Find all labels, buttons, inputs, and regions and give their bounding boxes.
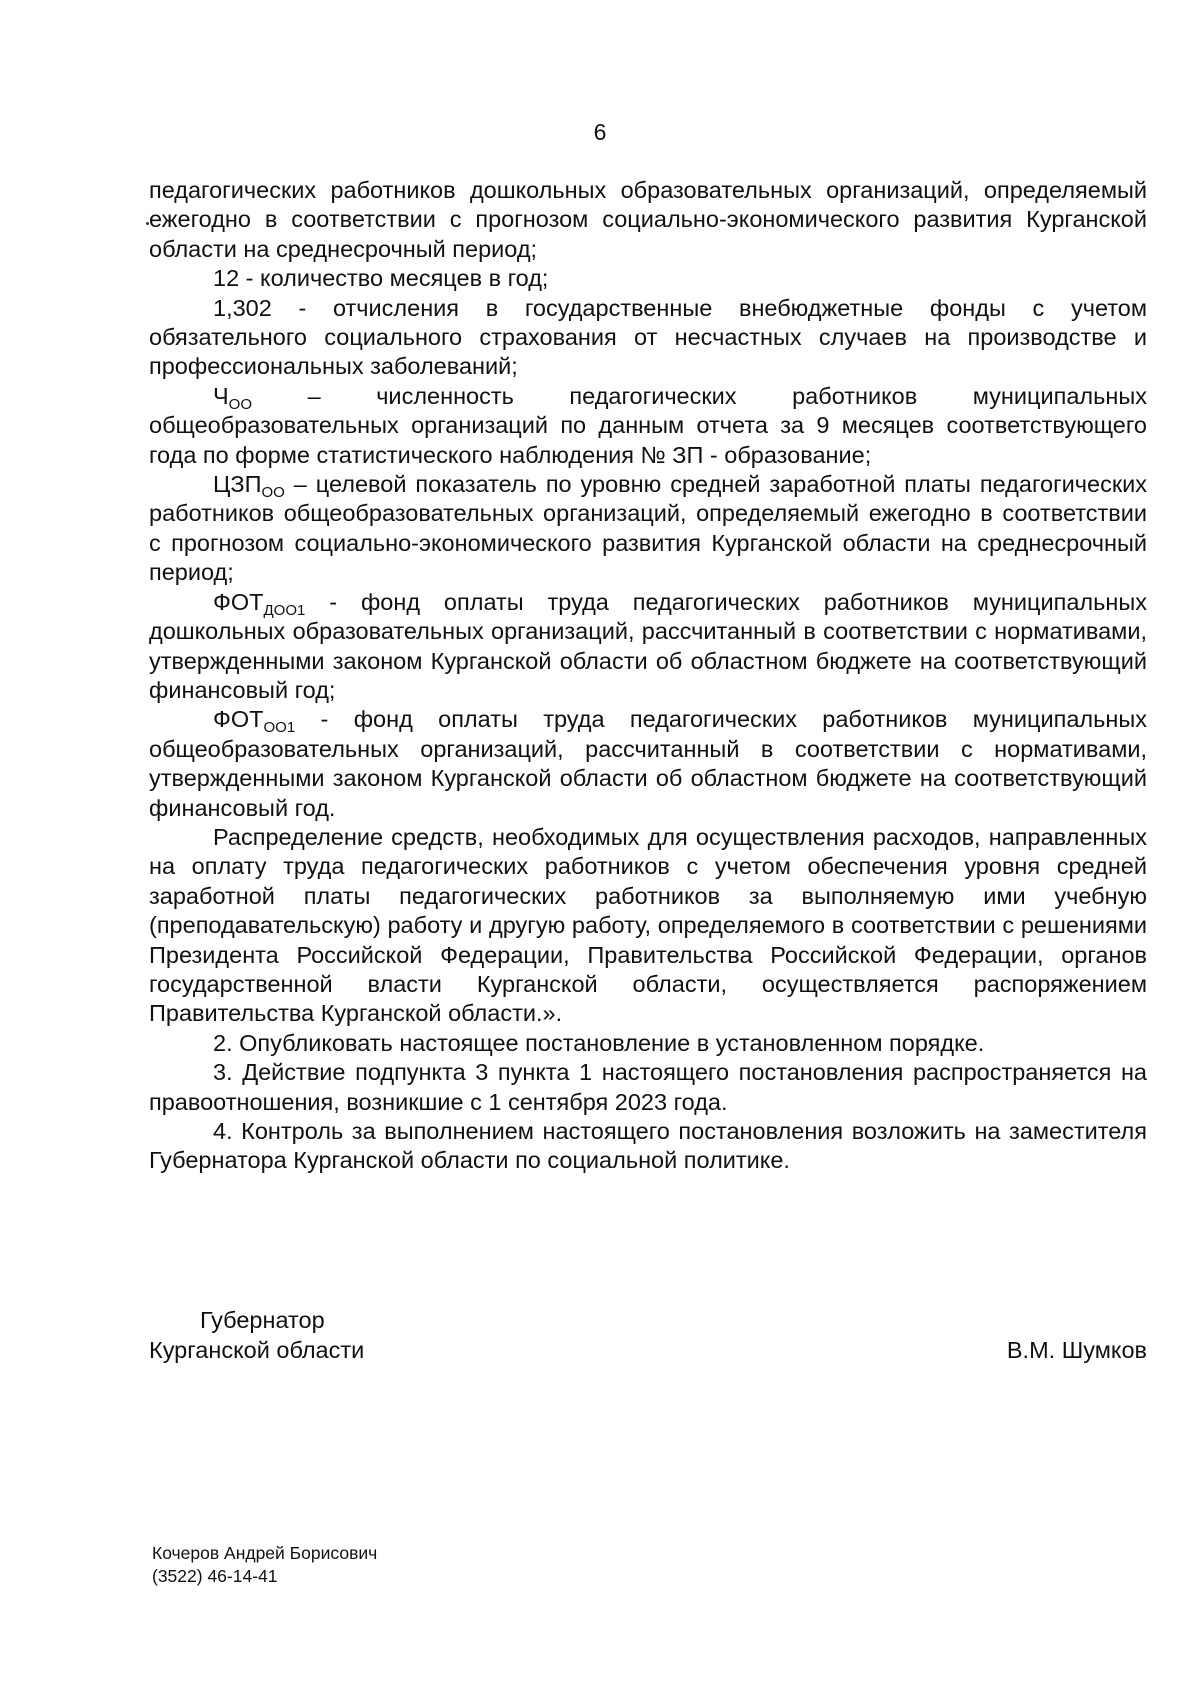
symbol-subscript: ОО1 xyxy=(263,719,296,737)
page-number: 6 xyxy=(593,119,607,145)
definition-text: - фонд оплаты труда педагогических работников муниципальных дошкольных образовательных организаций, рассчитанный в соответствии с нормативами, утвержденными законом Курганской области об областном бюджете на соответствующий финансовый год; xyxy=(149,588,1147,703)
symbol: ФОТ xyxy=(213,706,264,733)
definition-text: – численность педагогических работников муниципальных общеобразовательных организаций по данным отчета за 9 месяцев соответствующего года по форме статистического наблюдения № ЗП - образование; xyxy=(149,382,1147,468)
symbol: Ч xyxy=(213,382,229,409)
paragraph-continuation: педагогических работников дошкольных образовательных организаций, определяемый ежегодно в соответствии с прогнозом социально-экономического развития Курганской области на среднесрочный период; xyxy=(149,177,1147,262)
item-2: 2. Опубликовать настоящее постановление в установленном порядке. xyxy=(213,1029,985,1056)
item-4: 4. Контроль за выполнением настоящего постановления возложить на заместителя Губернатора Курганской области по социальной политике. xyxy=(149,1118,1147,1174)
paragraph-months: 12 - количество месяцев в год; xyxy=(213,265,549,292)
symbol-subscript: ОО xyxy=(228,395,253,413)
definition-fotoo xyxy=(149,705,1147,823)
signature-name: В.М. Шумков xyxy=(1006,1337,1147,1363)
definition-fotdoo xyxy=(149,588,1147,706)
signature-title xyxy=(149,1305,364,1365)
definition-text: - фонд оплаты труда педагогических работников муниципальных общеобразовательных организаций, рассчитанный в соответствии с нормативами, утвержденными законом Курганской области об областном бюджете на соответствующий финансовый год. xyxy=(149,706,1147,821)
item-3: 3. Действие подпункта 3 пункта 1 настоящего постановления распространяется на правоотношения, возникшие с 1 сентября 2023 года. xyxy=(149,1059,1147,1115)
definition-choo xyxy=(149,382,1147,470)
symbol: ЦЗП xyxy=(213,471,262,498)
executor-phone: (3522) 46-14-41 xyxy=(152,1566,278,1586)
definition-czpoo xyxy=(149,470,1147,588)
document-body xyxy=(149,176,1147,1176)
symbol: ФОТ xyxy=(213,588,264,615)
symbol-subscript: ДОО1 xyxy=(263,601,306,619)
executor-footer xyxy=(152,1542,377,1588)
signature-title-line2: Курганской области xyxy=(149,1337,365,1363)
signature-title-line1: Губернатор xyxy=(200,1307,325,1333)
paragraph-contributions: 1,302 - отчисления в государственные внебюджетные фонды с учетом обязательного социального страхования от несчастных случаев на производстве и профессиональных заболеваний; xyxy=(149,294,1147,380)
symbol-subscript: ОО xyxy=(261,484,285,502)
paragraph-distribution: Распределение средств, необходимых для осуществления расходов, направленных на оплату труда педагогических работников с учетом обеспечения уровня средней заработной платы педагогических работников за выполняемую ими учебную (преподавательскую) работу и другую работу, определяемого в соответствии с решениями Президента Российской Федерации, Правительства Российской Федерации, органов государственной власти Курганской области, осуществляется распоряжением Правительства Курганской области.». xyxy=(149,823,1147,1027)
definition-text: – целевой показатель по уровню средней заработной платы педагогических работников общеобразовательных организаций, определяемый ежегодно в соответствии с прогнозом социально-экономического развития Курганской области на среднесрочный период; xyxy=(149,471,1147,586)
executor-name: Кочеров Андрей Борисович xyxy=(152,1543,378,1563)
